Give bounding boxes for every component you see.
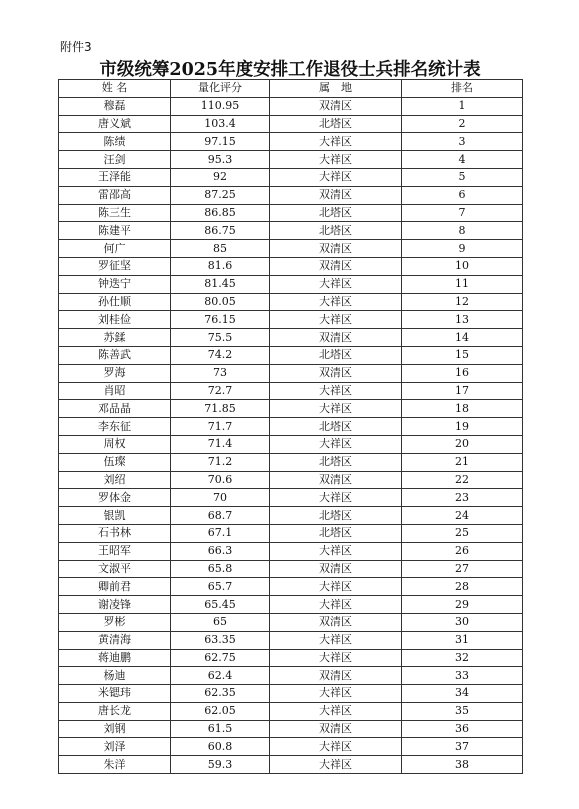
cell-name: 银凯 [59,507,171,525]
cell-name: 杨迪 [59,667,171,685]
cell-rank: 32 [402,649,523,667]
cell-score: 87.25 [171,186,270,204]
cell-district: 双清区 [270,471,402,489]
cell-score: 86.85 [171,204,270,222]
cell-rank: 28 [402,578,523,596]
table-row [59,471,523,489]
cell-score: 70.6 [171,471,270,489]
cell-name: 唐义斌 [59,115,171,133]
cell-rank: 29 [402,596,523,614]
cell-name: 苏鍒 [59,329,171,347]
cell-name: 刘钢 [59,720,171,738]
table-row [59,186,523,204]
cell-district: 双清区 [270,257,402,275]
cell-name: 邓品晶 [59,400,171,418]
cell-rank: 38 [402,756,523,774]
cell-rank: 14 [402,329,523,347]
table-row [59,738,523,756]
cell-district: 北塔区 [270,418,402,436]
cell-district: 北塔区 [270,346,402,364]
cell-score: 65.8 [171,560,270,578]
cell-district: 北塔区 [270,204,402,222]
cell-district: 双清区 [270,720,402,738]
cell-name: 卿前君 [59,578,171,596]
cell-district: 大祥区 [270,738,402,756]
table-row [59,489,523,507]
cell-district: 大祥区 [270,275,402,293]
cell-rank: 20 [402,435,523,453]
cell-rank: 11 [402,275,523,293]
cell-district: 大祥区 [270,311,402,329]
cell-district: 大祥区 [270,685,402,703]
cell-score: 71.7 [171,418,270,436]
cell-score: 62.75 [171,649,270,667]
cell-name: 李东征 [59,418,171,436]
table-row [59,613,523,631]
cell-score: 62.4 [171,667,270,685]
cell-score: 85 [171,240,270,258]
cell-score: 71.4 [171,435,270,453]
table-row [59,702,523,720]
table-row [59,364,523,382]
table-row [59,756,523,774]
cell-score: 110.95 [171,97,270,115]
cell-name: 钟迭宁 [59,275,171,293]
table-row [59,204,523,222]
cell-score: 81.6 [171,257,270,275]
cell-name: 汪剑 [59,151,171,169]
cell-rank: 27 [402,560,523,578]
cell-district: 大祥区 [270,649,402,667]
cell-district: 双清区 [270,613,402,631]
cell-name: 陈绩 [59,133,171,151]
cell-rank: 25 [402,524,523,542]
cell-score: 97.15 [171,133,270,151]
cell-rank: 17 [402,382,523,400]
cell-name: 王泽能 [59,168,171,186]
cell-score: 92 [171,168,270,186]
column-header-rank: 排名 [402,80,523,98]
cell-score: 95.3 [171,151,270,169]
column-header-district: 属 地 [270,80,402,98]
table-row [59,542,523,560]
cell-name: 唐长龙 [59,702,171,720]
cell-district: 北塔区 [270,524,402,542]
table-row [59,97,523,115]
table-row [59,578,523,596]
cell-district: 双清区 [270,560,402,578]
table-row [59,596,523,614]
cell-district: 大祥区 [270,435,402,453]
cell-score: 65.45 [171,596,270,614]
cell-rank: 23 [402,489,523,507]
cell-name: 孙仕顺 [59,293,171,311]
cell-name: 穆磊 [59,97,171,115]
cell-rank: 30 [402,613,523,631]
cell-name: 伍璨 [59,453,171,471]
cell-rank: 34 [402,685,523,703]
table-row [59,240,523,258]
cell-score: 60.8 [171,738,270,756]
cell-district: 大祥区 [270,542,402,560]
cell-district: 双清区 [270,97,402,115]
cell-district: 双清区 [270,186,402,204]
cell-name: 陈善武 [59,346,171,364]
cell-district: 大祥区 [270,400,402,418]
column-header-score: 量化评分 [171,80,270,98]
table-body [59,97,523,773]
cell-score: 75.5 [171,329,270,347]
attachment-label: 附件3 [60,40,92,54]
table-row [59,720,523,738]
cell-rank: 37 [402,738,523,756]
table-row [59,257,523,275]
cell-name: 文淑平 [59,560,171,578]
cell-rank: 8 [402,222,523,240]
cell-rank: 1 [402,97,523,115]
cell-rank: 5 [402,168,523,186]
table-row [59,115,523,133]
cell-score: 59.3 [171,756,270,774]
cell-name: 米锶玮 [59,685,171,703]
cell-name: 谢凌锋 [59,596,171,614]
cell-score: 62.35 [171,685,270,703]
cell-rank: 7 [402,204,523,222]
cell-rank: 12 [402,293,523,311]
cell-district: 双清区 [270,667,402,685]
cell-rank: 9 [402,240,523,258]
table-row [59,311,523,329]
table-row [59,418,523,436]
cell-score: 71.85 [171,400,270,418]
cell-score: 65 [171,613,270,631]
cell-name: 刘泽 [59,738,171,756]
table-row [59,293,523,311]
cell-rank: 22 [402,471,523,489]
cell-score: 73 [171,364,270,382]
cell-district: 大祥区 [270,133,402,151]
ranking-table [58,79,523,774]
cell-rank: 31 [402,631,523,649]
table-row [59,435,523,453]
cell-rank: 16 [402,364,523,382]
table-row [59,329,523,347]
cell-name: 罗征坚 [59,257,171,275]
cell-score: 65.7 [171,578,270,596]
cell-name: 石书林 [59,524,171,542]
cell-name: 朱洋 [59,756,171,774]
cell-district: 北塔区 [270,507,402,525]
cell-district: 大祥区 [270,578,402,596]
cell-district: 大祥区 [270,631,402,649]
cell-rank: 36 [402,720,523,738]
cell-district: 北塔区 [270,115,402,133]
cell-district: 双清区 [270,329,402,347]
cell-rank: 35 [402,702,523,720]
cell-rank: 21 [402,453,523,471]
cell-score: 72.7 [171,382,270,400]
table-row [59,133,523,151]
cell-score: 80.05 [171,293,270,311]
cell-name: 陈三生 [59,204,171,222]
cell-district: 大祥区 [270,596,402,614]
table-row [59,382,523,400]
table-row [59,649,523,667]
table-row [59,631,523,649]
table-row [59,685,523,703]
cell-name: 罗体金 [59,489,171,507]
cell-score: 68.7 [171,507,270,525]
cell-score: 71.2 [171,453,270,471]
cell-name: 陈建平 [59,222,171,240]
cell-score: 74.2 [171,346,270,364]
cell-name: 刘绍 [59,471,171,489]
cell-district: 大祥区 [270,489,402,507]
cell-rank: 15 [402,346,523,364]
cell-district: 北塔区 [270,222,402,240]
table-row [59,222,523,240]
cell-score: 67.1 [171,524,270,542]
cell-score: 66.3 [171,542,270,560]
table-row [59,524,523,542]
cell-district: 双清区 [270,240,402,258]
cell-district: 大祥区 [270,756,402,774]
table-row [59,346,523,364]
table-row [59,275,523,293]
cell-rank: 19 [402,418,523,436]
cell-district: 北塔区 [270,453,402,471]
cell-rank: 10 [402,257,523,275]
cell-score: 63.35 [171,631,270,649]
cell-name: 雷邵高 [59,186,171,204]
page-title: 市级统筹2025年度安排工作退役士兵排名统计表 [99,60,481,80]
cell-district: 大祥区 [270,382,402,400]
column-header-name: 姓 名 [59,80,171,98]
table-row [59,667,523,685]
cell-rank: 6 [402,186,523,204]
cell-name: 罗彬 [59,613,171,631]
cell-rank: 2 [402,115,523,133]
cell-name: 何广 [59,240,171,258]
cell-name: 黄清海 [59,631,171,649]
cell-name: 刘桂俭 [59,311,171,329]
table-row [59,453,523,471]
cell-score: 103.4 [171,115,270,133]
cell-name: 周权 [59,435,171,453]
table-row [59,151,523,169]
cell-name: 罗海 [59,364,171,382]
cell-score: 81.45 [171,275,270,293]
table-row [59,400,523,418]
table-row [59,168,523,186]
table-row [59,560,523,578]
cell-rank: 13 [402,311,523,329]
cell-score: 86.75 [171,222,270,240]
table-row [59,507,523,525]
cell-district: 大祥区 [270,702,402,720]
cell-rank: 3 [402,133,523,151]
cell-district: 双清区 [270,364,402,382]
cell-score: 70 [171,489,270,507]
cell-district: 大祥区 [270,293,402,311]
cell-rank: 33 [402,667,523,685]
cell-name: 王昭军 [59,542,171,560]
cell-rank: 18 [402,400,523,418]
cell-district: 大祥区 [270,168,402,186]
cell-rank: 26 [402,542,523,560]
cell-score: 62.05 [171,702,270,720]
table-header-row [59,80,523,98]
cell-score: 61.5 [171,720,270,738]
cell-name: 蒋迪鹏 [59,649,171,667]
cell-rank: 24 [402,507,523,525]
cell-rank: 4 [402,151,523,169]
cell-score: 76.15 [171,311,270,329]
cell-name: 肖昭 [59,382,171,400]
cell-district: 大祥区 [270,151,402,169]
